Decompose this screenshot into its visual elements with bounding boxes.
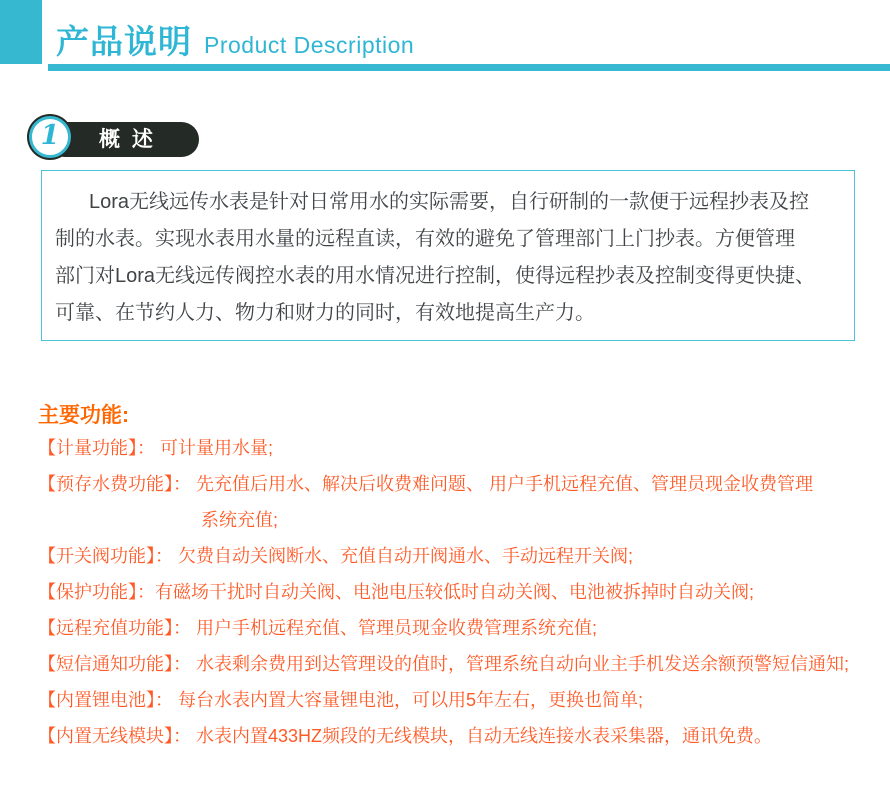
feature-item-prepaid: 【预存水费功能】： 先充值后用水、解决后收费难问题、 用户手机远程充值、管理员现金收费管理	[38, 474, 813, 494]
page-title-en: Product Description	[204, 32, 415, 58]
overview-line: 部门对Lora无线远传阀控水表的用水情况进行控制，使得远程抄表及控制变得更快捷、	[55, 265, 816, 287]
page-header	[56, 16, 414, 63]
feature-item-wireless-module: 【内置无线模块】： 水表内置433HZ频段的无线模块，自动无线连接水表采集器，通讯免费。	[38, 726, 773, 746]
overview-text-box	[41, 170, 855, 341]
section-number-badge: 1	[29, 116, 71, 158]
feature-item-lithium-battery: 【内置锂电池】： 每台水表内置大容量锂电池，可以用5年左右，更换也简单;	[38, 690, 644, 710]
feature-item-metering: 【计量功能】： 可计量用水量;	[38, 438, 274, 458]
features-heading: 主要功能:	[38, 404, 129, 427]
page-title-zh: 产品说明	[56, 22, 192, 61]
feature-item-protection: 【保护功能】：有磁场干扰时自动关阀、电池电压较低时自动关阀、电池被拆掉时自动关阀;	[38, 582, 754, 602]
features-list	[38, 430, 878, 754]
header-divider-rule	[48, 64, 890, 71]
feature-item-prepaid-continued: 系统充值;	[201, 510, 279, 530]
feature-item-valve-switch: 【开关阀功能】： 欠费自动关阀断水、充值自动开阀通水、手动远程开关阀;	[38, 546, 633, 566]
overview-line: 可靠、在节约人力、物力和财力的同时，有效地提高生产力。	[55, 302, 595, 324]
overview-line: 制的水表。实现水表用水量的远程直读，有效的避免了管理部门上门抄表。方便管理	[55, 228, 795, 250]
section-label-pill: 概 述	[47, 122, 199, 157]
feature-item-remote-recharge: 【远程充值功能】： 用户手机远程充值、管理员现金收费管理系统充值;	[38, 618, 597, 638]
accent-square-decoration	[0, 0, 42, 64]
feature-item-sms-notification: 【短信通知功能】： 水表剩余费用到达管理设的值时，管理系统自动向业主手机发送余额预警短信通知;	[38, 654, 849, 674]
overview-line: Lora无线远传水表是针对日常用水的实际需要，自行研制的一款便于远程抄表及控	[89, 191, 810, 213]
